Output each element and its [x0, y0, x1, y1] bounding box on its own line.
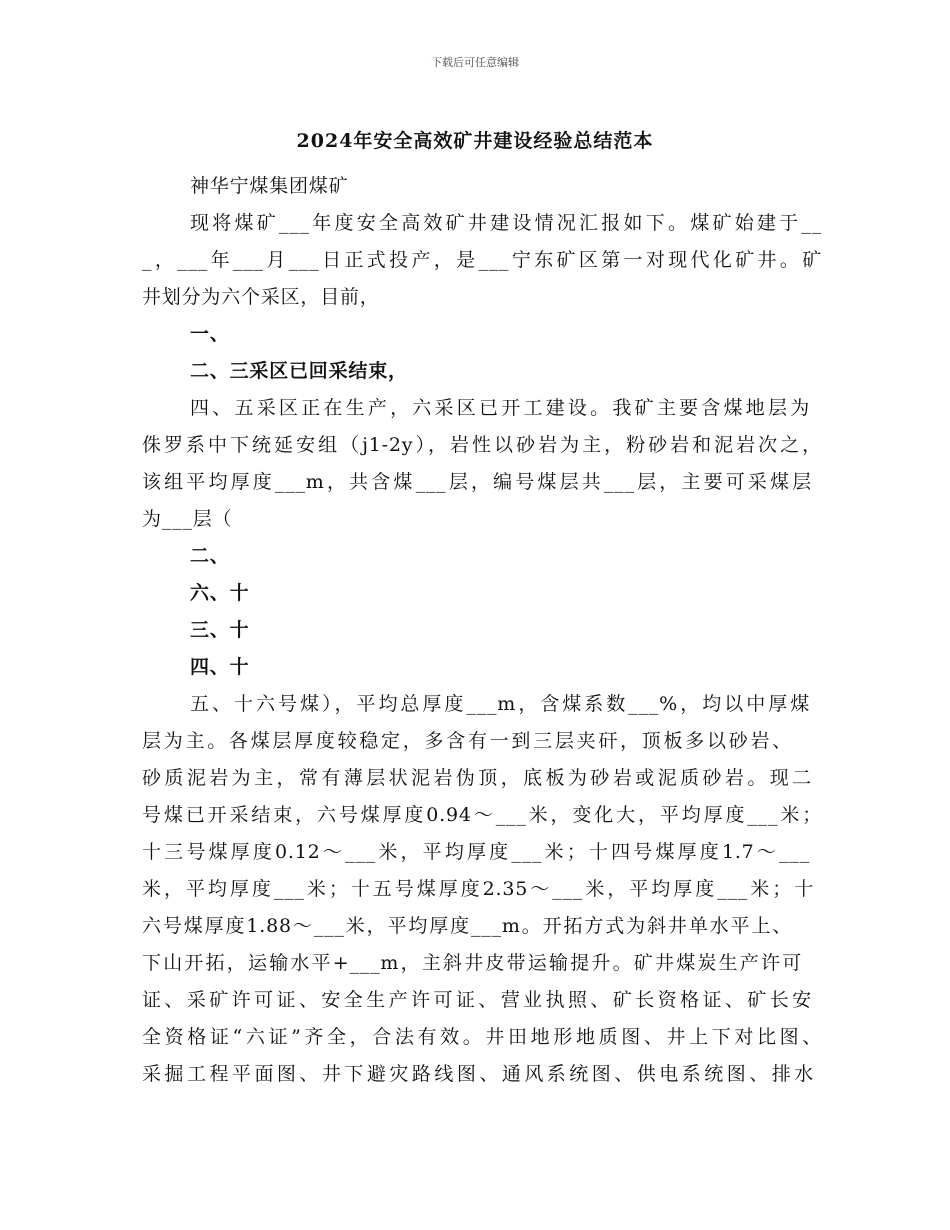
text-line: 二、 — [190, 545, 230, 567]
text-line: 现将煤矿___年度安全高效矿井建设情况汇报如下。煤矿始建于__ — [190, 212, 822, 234]
text-line: 证、采矿许可证、安全生产许可证、营业执照、矿长资格证、矿长安 — [142, 989, 812, 1011]
text-line: 层为主。各煤层厚度较稳定，多含有一到三层夹矸，顶板多以砂岩、 — [142, 730, 792, 752]
text-line: 该组平均厚度___m，共含煤___层，编号煤层共___层，主要可采煤层 — [142, 471, 812, 493]
text-line: 四、十 — [190, 656, 250, 678]
text-line: 米，平均厚度___米；十五号煤厚度2.35～___米，平均厚度___米；十 — [142, 878, 814, 900]
text-line: 五、十六号煤），平均总厚度___m，含煤系数___%，均以中厚煤 — [190, 693, 810, 715]
text-line: 采掘工程平面图、井下避灾路线图、通风系统图、供电系统图、排水 — [142, 1063, 814, 1085]
text-line: 一、 — [190, 323, 230, 345]
text-line: 十三号煤厚度0.12～___米，平均厚度___米；十四号煤厚度1.7～___ — [142, 841, 810, 863]
text-line: 井划分为六个采区，目前， — [142, 286, 380, 308]
text-line: 砂质泥岩为主，常有薄层状泥岩伪顶，底板为砂岩或泥质砂岩。现二 — [142, 767, 812, 789]
text-line: _，___年___月___日正式投产，是___宁东矿区第一对现代化矿井。矿 — [142, 249, 822, 271]
text-line: 下山开拓，运输水平+___m，主斜井皮带运输提升。矿井煤炭生产许可 — [142, 952, 802, 974]
text-line: 侏罗系中下统延安组（j1-2y），岩性以砂岩为主，粉砂岩和泥岩次之， — [142, 434, 822, 456]
text-line: 二、三采区已回采结束， — [190, 360, 408, 382]
text-line: 六号煤厚度1.88～___米，平均厚度___m。开拓方式为斜井单水平上、 — [142, 915, 792, 937]
text-line: 神华宁煤集团煤矿 — [190, 175, 349, 197]
text-line: 号煤已开采结束，六号煤厚度0.94～___米，变化大，平均厚度___米； — [142, 804, 822, 826]
document-title: 2024年安全高效矿井建设经验总结范本 — [296, 130, 654, 152]
text-line: 六、十 — [190, 582, 250, 604]
text-line: 为___层（ — [142, 508, 233, 530]
page-header: 下载后可任意编辑 — [431, 56, 519, 69]
text-line: 四、五采区正在生产，六采区已开工建设。我矿主要含煤地层为 — [190, 397, 810, 419]
text-line: 全资格证“六证”齐全，合法有效。井田地形地质图、井上下对比图、 — [142, 1026, 822, 1048]
text-line: 三、十 — [190, 619, 250, 641]
